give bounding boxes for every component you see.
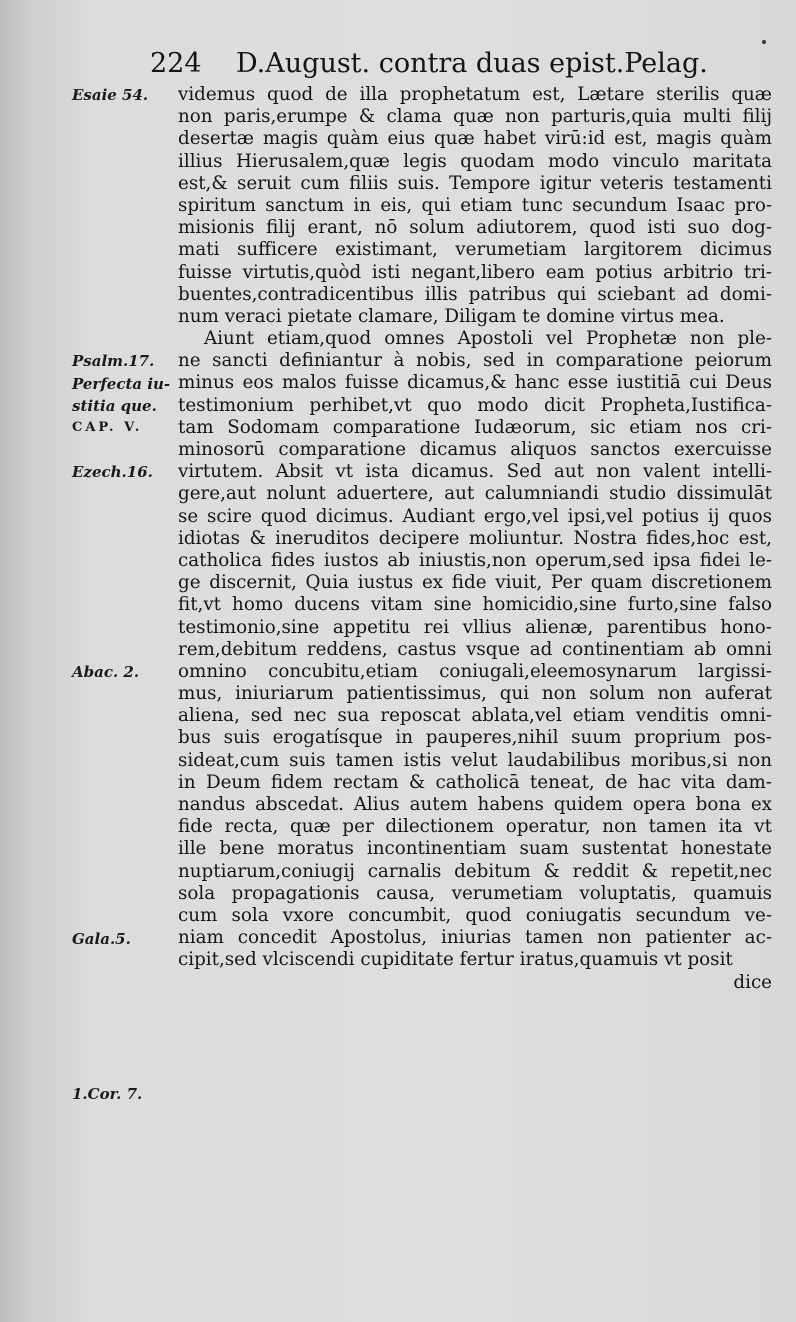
- text-line: cipit,sed vlciscendi cupiditate fertur iratus,quamuis vt posit: [178, 949, 733, 971]
- text-line: in Deum fidem rectam & catholicā teneat, de hac vita dam-: [178, 771, 772, 793]
- text-line: testimonium perhibet,vt quo modo dicit Propheta,Iustifica-: [178, 394, 772, 416]
- text-line: minus eos malos fuisse dicamus,& hanc esse iustitiā cui Deus: [178, 372, 772, 394]
- running-header: [150, 44, 770, 84]
- text-line: num veraci pietate clamare, Diligam te domine virtus mea.: [178, 305, 725, 327]
- text-line: minosorū comparatione dicamus aliquos sanctos exercuisse: [178, 439, 772, 460]
- text-line: misionis filij erant, nō solum adiutorem, quod isti suo dog-: [178, 217, 772, 239]
- ink-speck: [762, 40, 766, 44]
- catchword: dice: [733, 971, 772, 993]
- text-line: fide recta, quæ per dilectionem operatur, non tamen ita vt: [178, 816, 772, 838]
- page-number: 224: [150, 48, 202, 79]
- text-line: bus suis erogatísque in pauperes,nihil suum proprium pos-: [178, 727, 772, 749]
- text-line: catholica fides iustos ab iniustis,non operum,sed ipsa fidei le-: [178, 549, 772, 571]
- text-line: non paris,erumpe & clama quæ non parturis,quia multi filij: [178, 106, 772, 128]
- text-line: nandus abscedat. Alius autem habens quidem opera bona ex: [178, 794, 772, 815]
- text-line: buentes,contradicentibus illis patribus qui sciebant ad domi-: [178, 283, 772, 305]
- text-line: rem,debitum reddens, castus vsque ad continentiam ab omni: [178, 638, 772, 660]
- text-line: aliena, sed nec sua reposcat ablata,vel etiam venditis omni-: [178, 705, 772, 727]
- margin-note: 1.Cor. 7.: [72, 1085, 143, 1103]
- text-line: fit,vt homo ducens vitam sine homicidio,sine furto,sine falso: [178, 594, 772, 616]
- margin-note: CAP. V.: [72, 420, 143, 435]
- text-line: omnino concubitu,etiam coniugali,eleemosynarum largissi-: [178, 660, 772, 682]
- text-line: desertæ magis quàm eius quæ habet virū:id est, magis quàm: [178, 128, 772, 150]
- text-line: ille bene moratus incontinentiam suam sustentat honestate: [178, 838, 772, 860]
- margin-note: Esaie 54.: [72, 86, 149, 104]
- text-line: videmus quod de illa prophetatum est, Lætare sterilis quæ: [178, 84, 772, 105]
- text-line: idiotas & ineruditos decipere moliuntur. Nostra fides,hoc est,: [178, 527, 772, 549]
- text-line: illius Hierusalem,quæ legis quodam modo vinculo maritata: [178, 150, 772, 172]
- text-line: nuptiarum,coniugij carnalis debitum & reddit & repetit,nec: [178, 860, 772, 882]
- text-line: Aiunt etiam,quod omnes Apostoli vel Prophetæ non ple-: [204, 328, 772, 350]
- margin-note: stitia que.: [72, 396, 157, 415]
- margin-note: Perfecta iu-: [72, 374, 171, 393]
- text-line: spiritum sanctum in eis, qui etiam tunc secundum Isaac pro-: [178, 194, 772, 216]
- text-line: se scire quod dicimus. Audiant ergo,vel ipsi,vel potius ij quos: [178, 505, 772, 527]
- body-text: [178, 84, 772, 994]
- text-line: fuisse virtutis,quòd isti negant,libero eam potius arbitrio tri-: [178, 261, 772, 283]
- text-line: niam concedit Apostolus, iniurias tamen non patienter ac-: [178, 927, 772, 949]
- text-line: est,& seruit cum filiis suis. Tempore igitur veteris testamenti: [178, 172, 772, 194]
- text-line: virtutem. Absit vt ista dicamus. Sed aut non valent intelli-: [178, 461, 772, 483]
- text-line: gere,aut nolunt aduertere, aut calumniandi studio dissimulāt: [178, 483, 772, 505]
- text-line: ne sancti definiantur à nobis, sed in comparatione peiorum: [178, 350, 772, 372]
- margin-note: Psalm.17.: [72, 352, 155, 371]
- text-line: mus, iniuriarum patientissimus, qui non solum non auferat: [178, 683, 772, 705]
- text-line: cum sola vxore concumbit, quod coniugatis secundum ve-: [178, 904, 772, 926]
- margin-note: Abac. 2.: [72, 663, 140, 682]
- running-title: D.August. contra duas epist.Pelag.: [236, 48, 708, 79]
- text-line: mati sufficere existimant, verumetiam largitorem dicimus: [178, 239, 772, 261]
- margin-note: Gala.5.: [72, 929, 131, 948]
- text-line: testimonio,sine appetitu rei vllius alienæ, parentibus hono-: [178, 616, 772, 638]
- text-line: sola propagationis causa, verumetiam voluptatis, quamuis: [178, 882, 772, 904]
- text-line: sideat,cum suis tamen istis velut laudabilibus moribus,si non: [178, 749, 772, 771]
- margin-note: Ezech.16.: [72, 463, 153, 482]
- text-line: tam Sodomam comparatione Iudæorum, sic etiam nos cri-: [178, 416, 772, 438]
- text-line: ge discernit, Quia iustus ex fide viuit, Per quam discretionem: [178, 572, 772, 594]
